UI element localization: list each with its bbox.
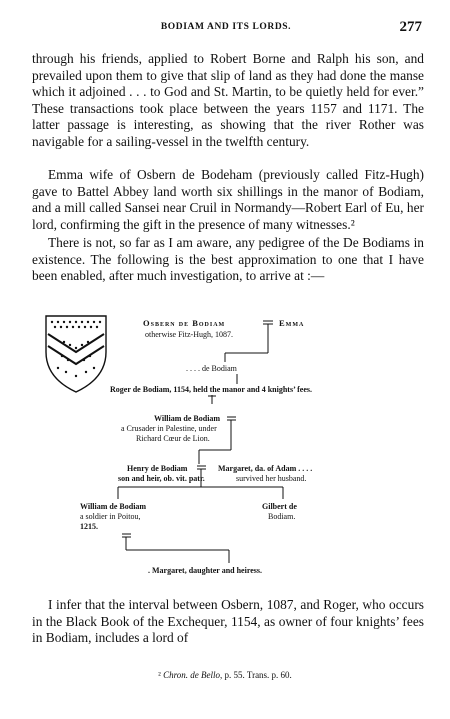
william2-name: William de Bodiam [80,502,147,511]
william1-desc2: Richard Cœur de Lion. [136,434,210,443]
footnote [0,670,450,680]
osbern-alias: otherwise Fitz-Hugh, 1087. [145,330,233,339]
paragraph-1-text: through his friends, applied to Robert Borne and Ralph his son, and prevailed upon them to give that slip of land as they had done the manse which it adjoined . . . to God and St. Martin, to be quietly held for ever.” These transactions took place between the years 1157 and 1171. The latter passage is interesting, as showing that the river Rother was navigable for a sailing-vessel in the twelfth century. [32,51,424,149]
margaret1-name: Margaret, da. of Adam . . . . [218,464,313,473]
footnote-marker: ² [158,670,161,680]
paragraph-4 [32,597,424,647]
footnote-rest: , p. 55. Trans. p. 60. [220,670,292,680]
william2-desc2: 1215. [80,522,98,531]
henry-desc: son and heir, ob. vit. patr. [118,474,205,483]
gilbert-name: Gilbert de [262,502,297,511]
footnote-source: Chron. de Bello [163,670,221,680]
roger-entry: Roger de Bodiam, 1154, held the manor and 4 knights’ fees. [110,385,313,394]
emma-name: Emma [279,318,305,328]
margaret2-entry: . Margaret, daughter and heiress. [148,566,262,575]
henry-name: Henry de Bodiam [127,464,188,473]
gilbert-desc: Bodiam. [268,512,296,521]
paragraph-3-text: There is not, so far as I am aware, any pedigree of the De Bodiams in existence. The following is the best approximation to one that I have been enabled, after much investigation, to arrive at :— [32,235,424,284]
paragraph-4-text: I infer that the interval between Osbern, 1087, and Roger, who occurs in the Black Book of the Exchequer, 1154, as owner of four knights’ fees in Bodiam, includes a lord of [32,597,424,646]
william1-name: William de Bodiam [154,414,221,423]
margaret1-desc: survived her husband. [236,474,307,483]
william1-desc1: a Crusader in Palestine, under [121,424,217,433]
de-bodiam: . . . . de Bodiam [186,364,237,373]
page-number: 277 [399,19,422,35]
paragraph-2-text: Emma wife of Osbern de Bodeham (previously called Fitz-Hugh) gave to Battel Abbey land worth six shillings in the manor of Bodiam, and a mill called Sansei near Cruil in Normandy—Robert Earl of Eu, her lord, confirming the gift in the presence of many witnesses.² [32,167,424,232]
william2-desc1: a soldier in Poitou, [80,512,141,521]
running-title: BODIAM AND ITS LORDS. [160,22,292,32]
osbern-name: Osbern de Bodiam [143,318,226,328]
coat-of-arms-icon [46,316,106,392]
